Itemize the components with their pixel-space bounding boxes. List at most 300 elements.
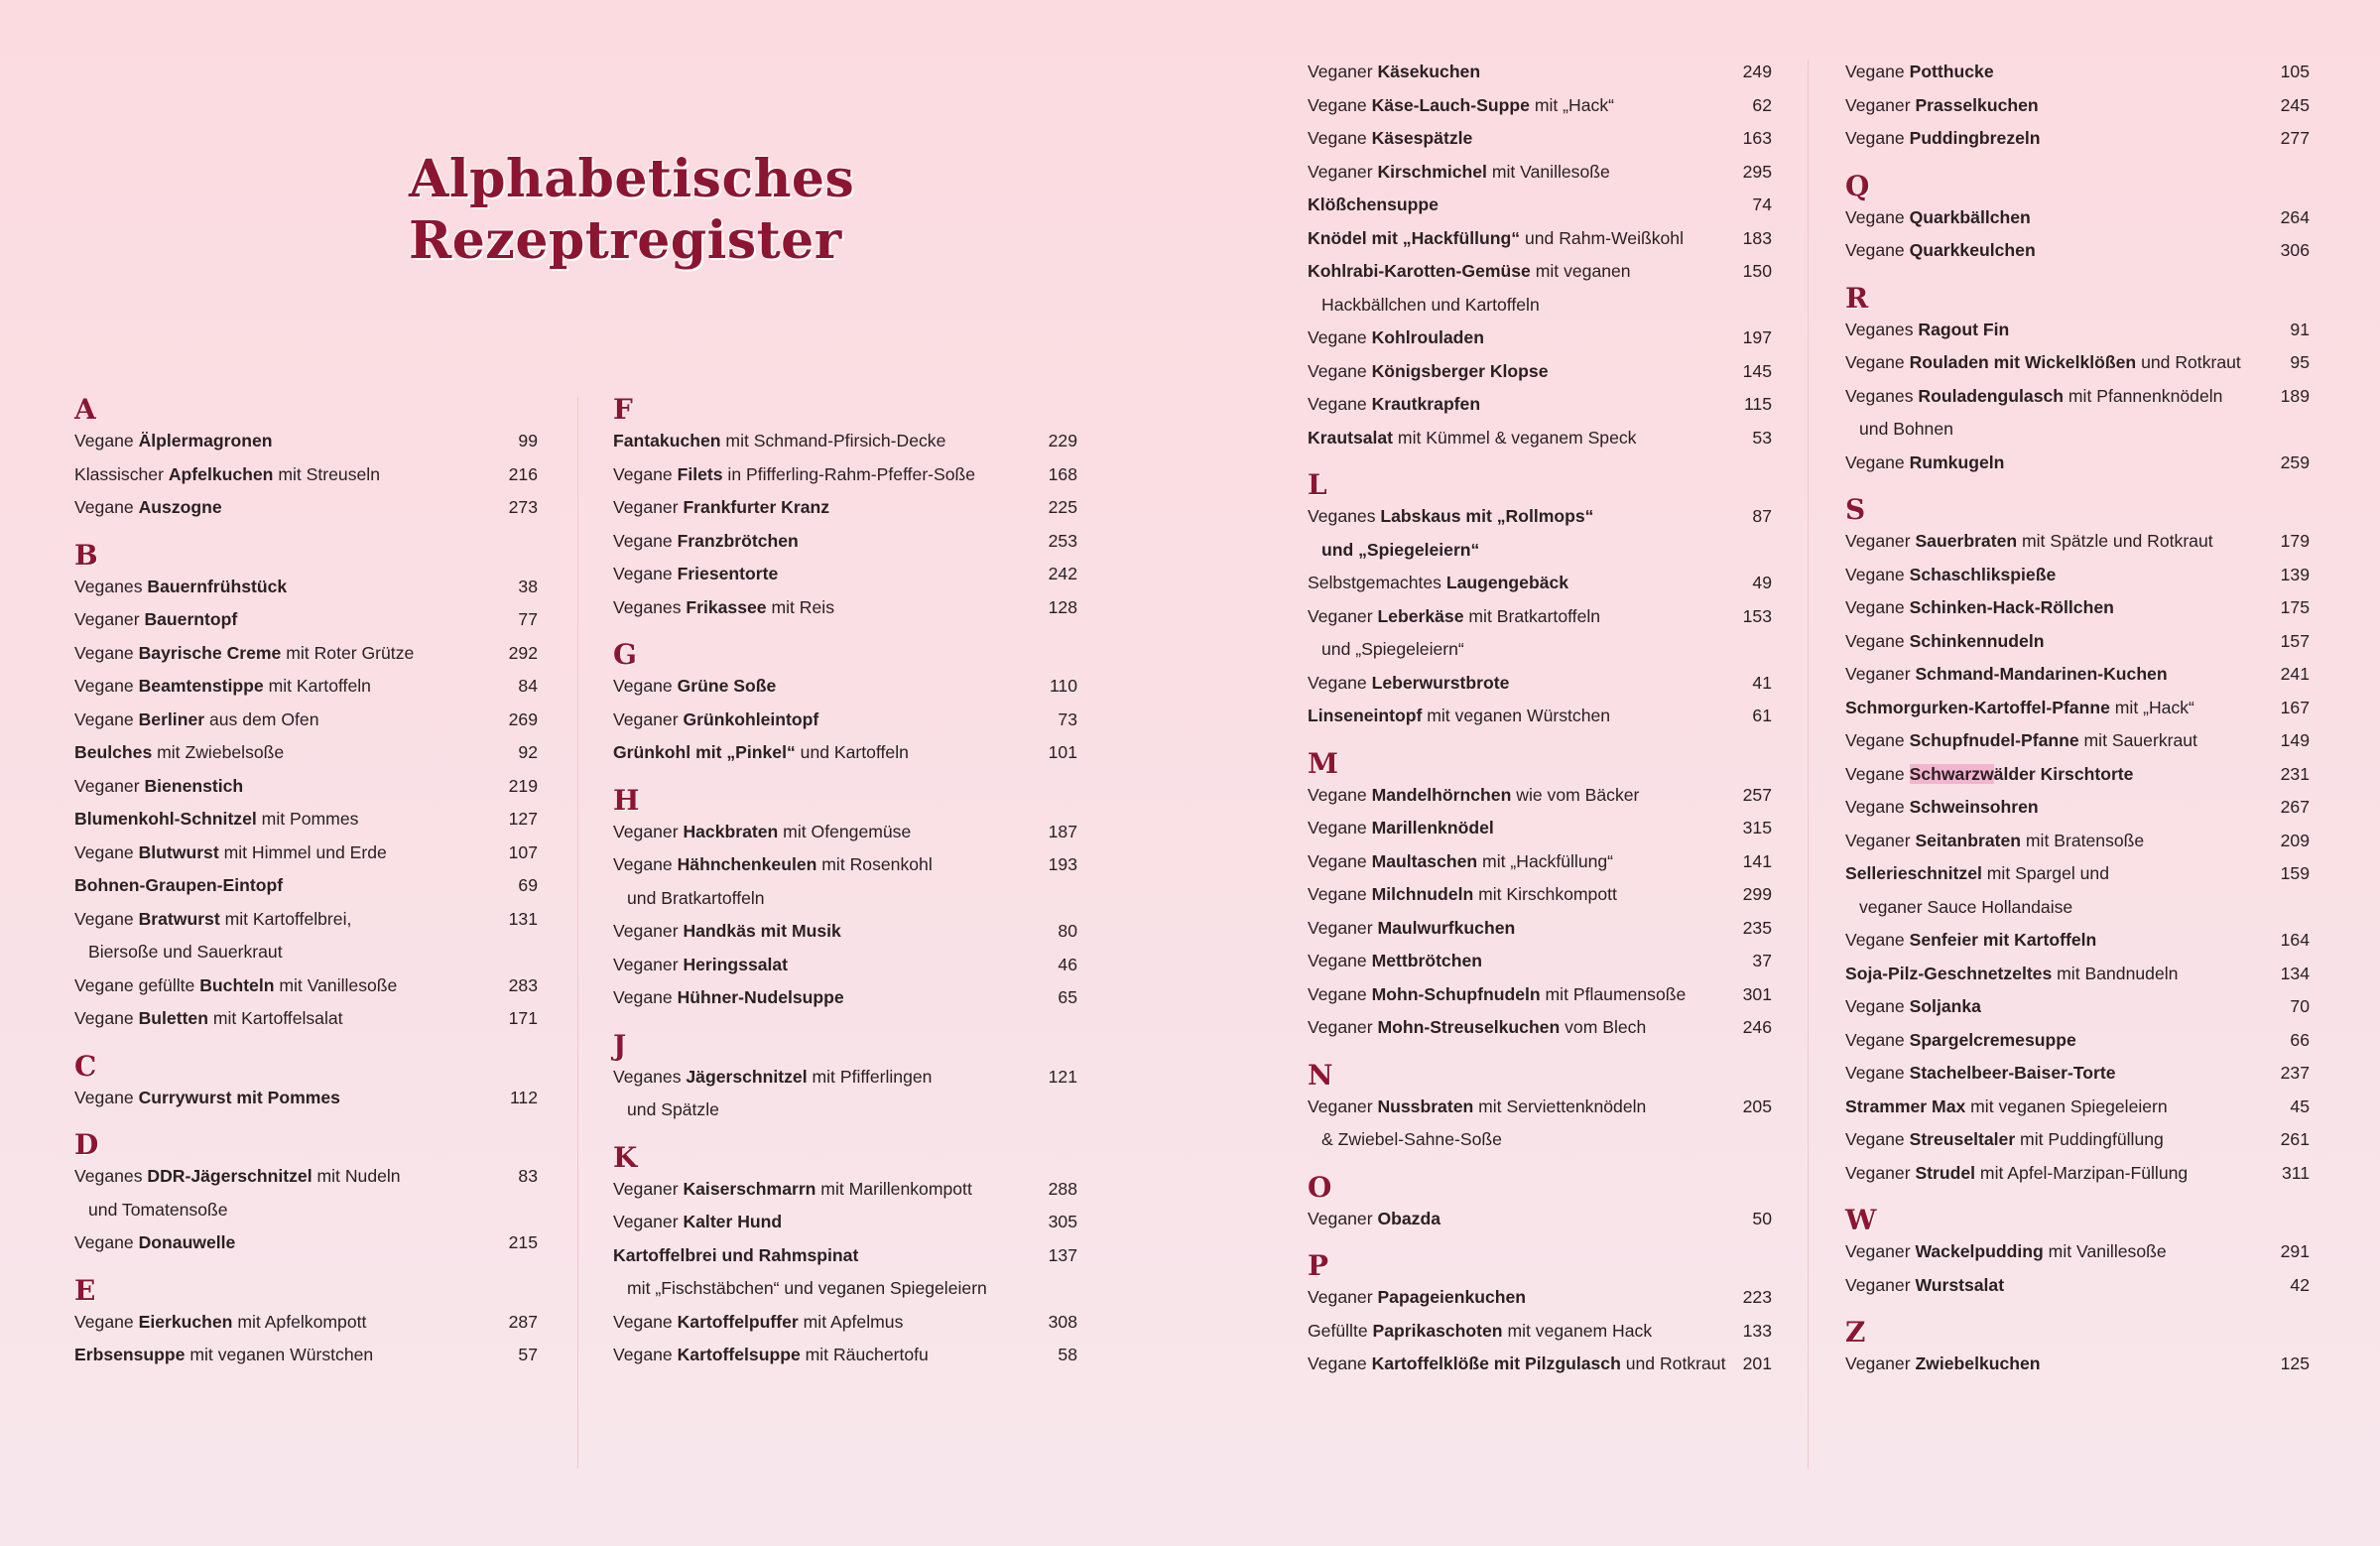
recipe-prefix: Vegane <box>613 676 678 696</box>
recipe-name <box>1308 945 1482 978</box>
recipe-prefix: Veganer <box>1308 1017 1378 1037</box>
index-entry <box>613 1061 1077 1095</box>
index-entry <box>1308 422 1772 455</box>
recipe-prefix: Veganer <box>1308 161 1378 182</box>
title-line-1: Alphabetisches <box>409 149 855 209</box>
recipe-name <box>1308 322 1484 355</box>
index-entry <box>613 670 1077 704</box>
index-entry <box>1845 1024 2310 1058</box>
recipe-prefix: Veganer <box>1845 1241 1916 1261</box>
recipe-name <box>74 1160 401 1194</box>
page-number: 273 <box>508 497 538 517</box>
recipe-prefix: Klassischer <box>74 463 169 484</box>
index-entry <box>1308 156 1772 190</box>
section-letter: Z <box>1845 1316 1866 1349</box>
recipe-continuation: Biersoße und Sauerkraut <box>88 942 283 962</box>
recipe-title: Fantakuchen <box>613 431 721 451</box>
index-entry <box>1308 322 1772 355</box>
recipe-suffix: mit Nudeln <box>312 1166 401 1186</box>
page-number: 277 <box>2280 128 2310 148</box>
index-entry <box>1845 924 2310 958</box>
section-letter: H <box>613 783 640 817</box>
index-entry <box>613 736 1077 770</box>
recipe-suffix: mit Spargel und <box>1981 863 2110 883</box>
index-entry <box>1308 912 1772 946</box>
page-number: 107 <box>508 841 538 862</box>
recipe-prefix: Veganer <box>74 609 145 629</box>
recipe-prefix: Vegane <box>1845 1063 1910 1083</box>
recipe-prefix: Veganer <box>1308 1095 1378 1116</box>
recipe-suffix: in Pfifferling-Rahm-Pfeffer-Soße <box>722 463 976 484</box>
recipe-title: Käse-Lauch-Suppe <box>1371 94 1530 115</box>
recipe-title: Sellerieschnitzel <box>1845 863 1982 883</box>
recipe-title: Kalter Hund <box>683 1212 783 1231</box>
index-entry <box>1845 825 2310 858</box>
section-letter: Q <box>1845 169 1870 202</box>
column-divider <box>1808 60 1809 1469</box>
recipe-prefix: Vegane <box>1308 327 1372 347</box>
recipe-prefix: Veganer <box>613 954 684 974</box>
section-g <box>613 640 1077 770</box>
recipe-prefix: Vegane <box>613 1345 678 1364</box>
recipe-prefix: Veganer <box>1845 94 1916 115</box>
index-entry <box>1308 667 1772 701</box>
page-number: 127 <box>508 809 538 829</box>
page-number: 139 <box>2280 564 2310 584</box>
index-entry <box>1308 878 1772 912</box>
recipe-name <box>1845 1057 2116 1091</box>
index-entry <box>613 915 1077 949</box>
page-number: 179 <box>2280 531 2310 551</box>
recipe-suffix: mit Reis <box>766 596 835 617</box>
recipe-name <box>1308 812 1494 845</box>
page-number: 291 <box>2280 1241 2310 1261</box>
index-entry <box>1845 447 2310 480</box>
section-d <box>74 1130 538 1260</box>
recipe-name <box>1845 758 2133 792</box>
index-entry <box>1845 724 2310 758</box>
recipe-suffix: mit Bratensoße <box>2021 830 2145 850</box>
index-entry <box>613 949 1077 982</box>
recipe-title: Knödel mit „Hackfüllung“ <box>1308 227 1521 248</box>
recipe-title: Krautsalat <box>1308 427 1394 448</box>
recipe-title: Bienenstich <box>144 775 244 796</box>
page-number: 269 <box>508 709 538 729</box>
recipe-suffix: mit Vanillesoße <box>2043 1241 2167 1261</box>
recipe-title: Strammer Max <box>1845 1095 1966 1116</box>
recipe-title: Hackbraten <box>683 821 779 841</box>
recipe-title: Rumkugeln <box>1909 451 2005 472</box>
recipe-prefix: Vegane <box>1308 94 1372 115</box>
index-entry <box>1845 1235 2310 1269</box>
recipe-prefix: Vegane <box>1845 996 1910 1016</box>
section-k <box>613 1140 1077 1372</box>
index-entry <box>1308 1348 1772 1381</box>
recipe-title: Currywurst mit Pommes <box>138 1087 340 1107</box>
page-number: 225 <box>1048 497 1077 517</box>
recipe-prefix: Vegane <box>613 530 678 551</box>
page-number: 168 <box>1048 463 1077 484</box>
index-entry <box>1308 567 1772 600</box>
index-entry <box>1845 1157 2310 1191</box>
page-number: 84 <box>518 676 538 696</box>
recipe-title: Käsekuchen <box>1377 62 1481 81</box>
page-number: 231 <box>2280 763 2310 784</box>
page-number: 37 <box>1752 951 1772 970</box>
recipe-name <box>613 981 844 1015</box>
recipe-prefix: Veganer <box>1845 664 1916 684</box>
recipe-title: Bratwurst <box>138 908 220 929</box>
recipe-title: Kohlrabi-Karotten-Gemüse <box>1308 261 1531 281</box>
recipe-name <box>1845 525 2213 559</box>
recipe-name <box>1308 189 1439 222</box>
recipe-prefix: Vegane <box>1845 930 1910 950</box>
index-entry <box>1845 990 2310 1024</box>
index-entry <box>74 670 538 704</box>
recipe-name <box>613 591 834 625</box>
recipe-suffix: mit Serviettenknödeln <box>1473 1095 1647 1116</box>
section-letter: K <box>613 1140 638 1174</box>
recipe-title: Berliner <box>138 709 205 729</box>
recipe-suffix: mit Kümmel & veganem Speck <box>1393 427 1637 448</box>
recipe-title: Heringssalat <box>683 954 789 974</box>
recipe-title: Nussbraten <box>1377 1095 1474 1116</box>
recipe-title: Obazda <box>1377 1208 1441 1228</box>
recipe-title: Schupfnudel-Pfanne <box>1909 730 2079 750</box>
recipe-title: Kartoffelsuppe <box>677 1345 801 1364</box>
page-number: 187 <box>1048 821 1077 841</box>
recipe-name <box>1845 447 2004 480</box>
recipe-prefix: Vegane <box>74 431 139 451</box>
recipe-prefix: Vegane <box>1308 884 1372 904</box>
index-column-3 <box>1308 56 1772 1381</box>
page-number: 305 <box>1048 1212 1077 1231</box>
recipe-name <box>1845 924 2096 958</box>
recipe-title: Kohlrouladen <box>1371 327 1484 347</box>
recipe-title-highlight: Schwarzw <box>1909 763 1994 784</box>
index-entry <box>1308 845 1772 879</box>
index-entry <box>613 558 1077 591</box>
recipe-name <box>1308 1091 1646 1124</box>
index-entry <box>1845 1269 2310 1303</box>
recipe-suffix: mit Apfelmus <box>798 1311 904 1332</box>
recipe-title: Königsberger Klopse <box>1371 360 1549 381</box>
recipe-name <box>1845 122 2041 156</box>
recipe-suffix: vom Blech <box>1560 1017 1647 1037</box>
recipe-prefix: Veganer <box>1845 830 1916 850</box>
section-o <box>1308 1170 1772 1236</box>
recipe-name <box>1308 1348 1725 1381</box>
index-entry <box>74 571 538 604</box>
section-letter: D <box>74 1128 99 1161</box>
index-entry <box>1308 189 1772 222</box>
recipe-name <box>613 816 911 849</box>
recipe-title: Spargelcremesuppe <box>1909 1029 2076 1050</box>
recipe-suffix: mit Räuchertofu <box>800 1345 929 1364</box>
index-entry <box>74 770 538 804</box>
page-number: 253 <box>1048 530 1077 551</box>
recipe-name <box>613 670 776 704</box>
recipe-prefix: Vegane <box>1845 564 1910 584</box>
recipe-name <box>1845 1091 2168 1124</box>
recipe-name <box>1845 990 1981 1024</box>
recipe-prefix: Veganer <box>613 1178 684 1199</box>
recipe-prefix: Vegane <box>1845 128 1910 148</box>
recipe-name <box>1308 89 1614 123</box>
recipe-name <box>1308 700 1610 733</box>
recipe-title: Hühner-Nudelsuppe <box>677 987 844 1007</box>
page-number: 159 <box>2280 863 2310 883</box>
recipe-name <box>1308 912 1515 946</box>
index-entry <box>613 491 1077 525</box>
recipe-prefix: Vegane <box>1308 951 1372 970</box>
index-entry <box>1308 255 1772 289</box>
recipe-title: Zwiebelkuchen <box>1915 1353 2041 1373</box>
section-h <box>613 783 1077 1015</box>
recipe-prefix: Vegane <box>1308 1353 1372 1373</box>
recipe-title: Beamtenstippe <box>138 676 264 696</box>
recipe-prefix: Veganes <box>613 596 687 617</box>
recipe-name <box>613 848 933 882</box>
page-number: 149 <box>2280 730 2310 750</box>
recipe-name <box>613 425 945 458</box>
index-entry <box>613 591 1077 625</box>
recipe-name <box>613 491 829 525</box>
recipe-prefix: Vegane <box>74 676 139 696</box>
recipe-prefix: Vegane <box>74 1232 139 1252</box>
index-entry <box>1308 89 1772 123</box>
recipe-prefix: Vegane <box>74 497 139 517</box>
recipe-name <box>1308 422 1636 455</box>
page-number: 105 <box>2280 62 2310 81</box>
recipe-title: Maultaschen <box>1371 850 1478 871</box>
recipe-title: Strudel <box>1915 1162 1976 1183</box>
recipe-title <box>1910 764 2134 784</box>
recipe-prefix: Vegane <box>1308 818 1372 837</box>
recipe-title: Mohn-Schupfnudeln <box>1371 983 1541 1004</box>
index-entry <box>74 903 538 937</box>
index-entry <box>613 704 1077 737</box>
index-entry <box>74 458 538 492</box>
recipe-title: Donauwelle <box>138 1232 236 1252</box>
recipe-continuation: und „Spiegeleiern“ <box>1321 539 1480 560</box>
recipe-name <box>1308 355 1549 389</box>
recipe-name <box>74 736 284 770</box>
index-entry <box>1308 978 1772 1012</box>
page-number: 131 <box>508 908 538 929</box>
page-number: 49 <box>1752 573 1772 592</box>
recipe-name <box>74 637 414 671</box>
recipe-title: Auszogne <box>138 497 222 517</box>
recipe-prefix: Vegane <box>1308 850 1372 871</box>
recipe-suffix: mit Marillenkompott <box>815 1178 972 1199</box>
recipe-name <box>1308 388 1480 422</box>
recipe-suffix: und Rotkraut <box>1620 1353 1726 1373</box>
recipe-name <box>613 949 788 982</box>
recipe-name <box>74 571 287 604</box>
index-entry <box>613 458 1077 492</box>
recipe-prefix: Vegane <box>1845 597 1910 617</box>
page-number: 295 <box>1742 161 1772 182</box>
page-number: 73 <box>1058 709 1077 729</box>
recipe-suffix: mit Rosenkohl <box>816 854 933 874</box>
recipe-suffix: mit „Hackfüllung“ <box>1477 850 1614 871</box>
index-entry <box>74 1160 538 1194</box>
index-entry <box>74 1306 538 1340</box>
page-number: 83 <box>518 1166 538 1186</box>
page-number: 249 <box>1742 62 1772 81</box>
recipe-title: Käsespätzle <box>1371 128 1473 148</box>
index-entry <box>613 1239 1077 1273</box>
recipe-title: Schaschlikspieße <box>1909 564 2057 584</box>
recipe-title: Streuseltaler <box>1909 1129 2016 1149</box>
recipe-name <box>1845 201 2031 235</box>
recipe-continuation: & Zwiebel-Sahne-Soße <box>1321 1129 1502 1149</box>
page-number: 197 <box>1742 327 1772 347</box>
recipe-name <box>1845 791 2039 825</box>
page-number: 70 <box>2290 996 2310 1016</box>
page-number: 259 <box>2280 451 2310 472</box>
recipe-prefix: Vegane <box>74 1087 139 1107</box>
page-number: 246 <box>1742 1017 1772 1037</box>
recipe-title: Blutwurst <box>138 841 219 862</box>
index-entry <box>1845 625 2310 659</box>
index-column-4 <box>1845 56 2310 1381</box>
recipe-prefix: Vegane <box>613 1311 678 1332</box>
page-number: 125 <box>2280 1353 2310 1373</box>
page-number: 267 <box>2280 797 2310 817</box>
recipe-title: Grünkohleintopf <box>683 709 819 729</box>
recipe-prefix: Gefüllte <box>1308 1320 1373 1341</box>
recipe-name <box>1308 779 1639 813</box>
recipe-suffix: mit Pfifferlingen <box>807 1066 933 1087</box>
recipe-name <box>1308 56 1480 89</box>
recipe-prefix: Veganes <box>74 576 148 596</box>
recipe-name <box>1308 1203 1441 1236</box>
recipe-title: Rouladengulasch <box>1918 385 2065 406</box>
recipe-suffix: aus dem Ofen <box>204 709 319 729</box>
section-letter: S <box>1845 493 1866 526</box>
index-entry <box>1845 89 2310 123</box>
index-entry <box>1308 1011 1772 1045</box>
index-entry <box>613 1339 1077 1372</box>
index-entry <box>1308 122 1772 156</box>
recipe-title: Stachelbeer-Baiser-Torte <box>1909 1063 2116 1083</box>
recipe-prefix: Veganer <box>1308 917 1378 938</box>
recipe-prefix: Vegane <box>1845 206 1910 227</box>
index-entry <box>1308 56 1772 89</box>
recipe-name <box>74 1002 343 1036</box>
recipe-name <box>1845 1269 2004 1303</box>
recipe-prefix: Veganer <box>1308 605 1378 626</box>
page-number: 183 <box>1742 227 1772 248</box>
section-letter: R <box>1845 281 1869 315</box>
section-letter: F <box>613 393 633 426</box>
recipe-prefix: Vegane <box>1308 394 1372 414</box>
recipe-title: Beulches <box>74 742 153 762</box>
page-number: 80 <box>1058 921 1077 941</box>
recipe-name <box>613 1306 903 1340</box>
recipe-suffix: mit Kartoffeln <box>263 676 371 696</box>
recipe-prefix: Veganer <box>1308 62 1378 81</box>
section-letter: C <box>74 1049 97 1083</box>
recipe-title-rest: älder Kirschtorte <box>1993 763 2134 784</box>
index-entry <box>613 1173 1077 1207</box>
recipe-name <box>613 458 975 492</box>
recipe-name <box>613 558 778 591</box>
recipe-title: Erbsensuppe <box>74 1345 186 1364</box>
index-entry <box>613 1306 1077 1340</box>
index-entry <box>1308 1203 1772 1236</box>
index-entry <box>74 1082 538 1115</box>
index-entry <box>74 869 538 903</box>
recipe-name <box>1308 567 1568 600</box>
recipe-suffix: mit veganen <box>1530 261 1631 281</box>
section-j <box>613 1028 1077 1127</box>
index-column-1 <box>74 395 538 1372</box>
page-number: 299 <box>1742 884 1772 904</box>
recipe-name <box>1308 600 1600 634</box>
section-letter: L <box>1308 468 1327 501</box>
recipe-title: Kartoffelpuffer <box>677 1311 799 1332</box>
page-title <box>409 149 925 272</box>
index-entry <box>1845 346 2310 380</box>
section-b <box>74 538 538 1036</box>
page-number: 137 <box>1048 1244 1077 1265</box>
recipe-name <box>1845 1348 2041 1381</box>
page-number: 242 <box>1048 564 1077 583</box>
section-w <box>1845 1206 2310 1302</box>
recipe-name <box>74 969 397 1003</box>
index-entry <box>1845 857 2310 891</box>
page-number: 306 <box>2280 240 2310 260</box>
recipe-title: Laugengebäck <box>1445 573 1569 592</box>
recipe-title: Leberkäse <box>1377 605 1464 626</box>
recipe-title: Seitanbraten <box>1915 830 2022 850</box>
page-number: 308 <box>1048 1311 1077 1332</box>
page-number: 134 <box>2280 963 2310 983</box>
page-number: 74 <box>1752 194 1772 214</box>
recipe-name <box>1308 845 1613 879</box>
index-entry <box>1845 758 2310 792</box>
recipe-suffix: mit Pommes <box>256 809 359 829</box>
recipe-prefix: Veganer <box>1845 1162 1916 1183</box>
recipe-title: Soljanka <box>1909 996 1981 1016</box>
page-number: 45 <box>2290 1095 2310 1116</box>
index-entry <box>1845 1348 2310 1381</box>
page-number: 288 <box>1048 1178 1077 1199</box>
page-number: 219 <box>508 775 538 796</box>
index-entry <box>1845 1091 2310 1124</box>
index-entry <box>1845 791 2310 825</box>
recipe-name <box>613 1173 972 1207</box>
recipe-name <box>1845 825 2144 858</box>
recipe-prefix: Vegane <box>74 1311 139 1332</box>
recipe-continuation: Hackbällchen und Kartoffeln <box>1321 294 1540 315</box>
recipe-suffix: mit Spätzle und Rotkraut <box>2017 531 2213 551</box>
index-entry <box>613 1206 1077 1239</box>
recipe-name <box>1845 625 2044 659</box>
index-entry <box>1845 122 2310 156</box>
recipe-title: Buchteln <box>199 974 275 995</box>
recipe-title: Frankfurter Kranz <box>683 497 830 517</box>
page-number: 69 <box>518 875 538 895</box>
recipe-name <box>1308 978 1686 1012</box>
recipe-name <box>74 1306 366 1340</box>
recipe-name <box>74 903 351 937</box>
section-m <box>1308 746 1772 1045</box>
index-entry <box>1308 600 1772 634</box>
